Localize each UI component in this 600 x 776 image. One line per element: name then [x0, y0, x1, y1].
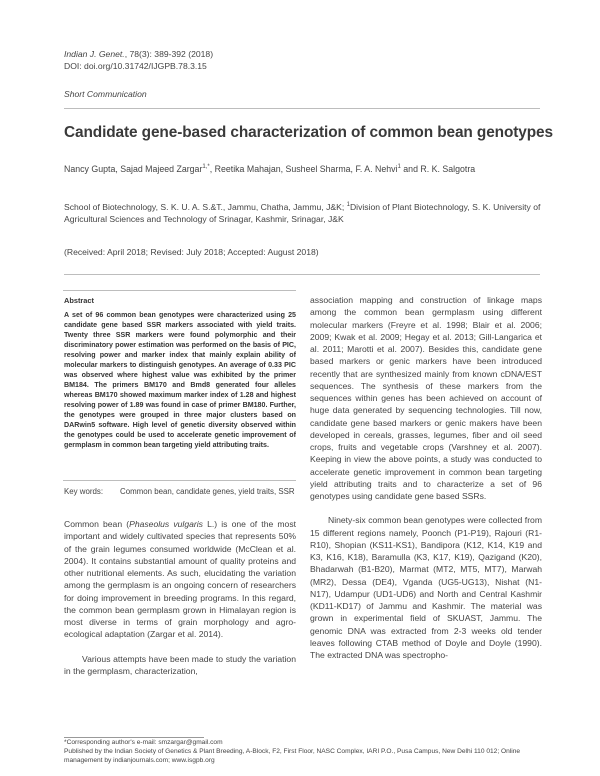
author-list-3: and R. K. Salgotra [400, 164, 476, 174]
doi: DOI: doi.org/10.31742/IJGPB.78.3.15 [64, 61, 207, 71]
keywords-text: Common bean, candidate genes, yield traits, SSR [120, 487, 295, 496]
para-text: Common bean ( [64, 519, 130, 529]
affiliation [64, 199, 542, 226]
page-title: Candidate gene-based characterization of common bean genotypes [64, 124, 553, 141]
paragraph [64, 518, 296, 641]
species-name: Phaseolus vulgaris [129, 519, 203, 529]
author-sup-2: 1 [397, 164, 401, 171]
paragraph: association mapping and construction of linkage maps among the common bean germplasm using different molecular markers (Freyre et al. 1998; Blair et al. 2006; 2009; Kwak et al. 2009; Hegay et al. 2013; Gill-Langarica et al. 2011; Marotti et al. 2007). Besides this, candidate gene based markers or genic markers have been introduced recently that are synthesized mainly from known cDNA/EST sequences. The synthesis of these markers from the sequences within genes has been achieved on account of huge data generated by sequencing technologies. Till now, candidate gene based markers or genic makers have been developed in cereals, grasses, legumes, fiber and oil seed crops, fruits and vegetable crops (Varshney et al. 2007). Keeping in view the above points, a study was conducted to accelerate genetic improvement in common bean targeting yield attributing traits and to characterize a set of 96 genotypes using candidate gene based SSRs. [310, 295, 542, 501]
received-dates: (Received: April 2018; Revised: July 2018; Accepted: August 2018) [64, 247, 319, 257]
journal-name: Indian J. Genet. [64, 49, 125, 59]
abstract-heading: Abstract [64, 296, 94, 305]
footnote [64, 738, 544, 766]
affiliation-sup: 1 [346, 202, 350, 208]
header-divider [64, 108, 540, 109]
publisher-note: Published by the Indian Society of Genetics & Plant Breeding, A-Block, F2, First Floor, NASC Complex, IARI P.O., Pusa Campus, New Delhi 110 012; Online management by indianjournals.com; www.isgpb.org [64, 748, 521, 765]
affiliation-part-2: Division of Plant Biotechnology, S. K. University of Agricultural Sciences and Technology of Srinagar, Kashmir, Srinagar, J&K [64, 201, 541, 225]
author-list-2: , Reetika Mahajan, Susheel Sharma, F. A. Nehvi [209, 164, 398, 174]
right-column [310, 294, 542, 661]
author-list-1: Nancy Gupta, Sajad Majeed Zargar [64, 164, 203, 174]
abstract-bottom-rule [63, 480, 296, 481]
journal-citation [64, 48, 213, 72]
para-text: L.) is one of the most important and widely cultivated species that represents 50% of the grain legumes consumed worldwide (McClean et al. 2004). It contains substantial amount of quality proteins and other nutritional elements. As such, elucidating the variation among the germplasm is an ongoing concern of researchers for doing improvement in breeding programs. In this regard, the common bean germplasm grown in Himalayan region is most diverse in terms of grain morphology and agro-ecological adaptation (Zargar et al. 2014). [64, 519, 296, 640]
authors [64, 164, 475, 174]
article-type: Short Communication [64, 89, 147, 99]
abstract-top-rule [63, 290, 296, 291]
abstract-text: A set of 96 common bean genotypes were characterized using 25 candidate gene based SSR markers associated with yield traits. Twenty three SSR markers were found polymorphic and their discriminatory power estimation was performed on the basis of PIC, resolving power and marker index that mainly explain ability of molecular markers to distinguish genotypes. An average of 0.33 PIC was observed where highest value was exhibited by the primer BM184. The primers BM170 and Bmd8 generated four alleles whereas BM170 showed maximum marker index of 1.28 and highest resolving power of 1.89 was found in case of primer BM180. Further, the genotypes were grouped in three major clusters based on DARwin5 software. High level of genetic diversity observed within the genotypes could be used to accelerate genetic improvement of germplasm in common bean targeting yield attributing traits. [64, 311, 296, 449]
keywords-label: Key words: [64, 487, 104, 496]
journal-volume: , 78(3): 389-392 (2018) [124, 49, 214, 59]
author-sup-1: 1,* [202, 164, 210, 171]
paragraph: Ninety-six common bean genotypes were collected from 15 different regions namely, Poonch (P1-P19), Rajouri (R1-R10), Shopian (KS11-KS1), Bandipora (K12, K14, K19 and K3, K16, K18), Baramulla (K3, K17, K19), Qazigand (K20), Bhadarwah (B1-B20), Marmat (MT2, MT5, MT7), Marwah (MR2), Dessa (DE4), Vganda (UG5-UG13), Nishat (N1-N17), Udampur (UD1-UD6) and North and Central Kashmir (KD11-KD17) of Jammu and Kashmir. The material was grown in experimental field of SKUAST, Jammu. The genomic DNA was extracted from 2-3 weeks old tender leaves following CTAB method of Doyle and Doyle (1990). The extracted DNA was spectropho- [310, 515, 542, 660]
paragraph: Various attempts have been made to study the variation in the germplasm, characterization, [64, 653, 296, 676]
corresponding-author: *Corresponding author's e-mail: smzargar@gmail.com [64, 739, 223, 746]
dates-divider [64, 274, 540, 275]
affiliation-part-1: School of Biotechnology, S. K. U. A. S.&T., Jammu, Chatha, Jammu, J&K; [64, 201, 347, 212]
left-column [64, 518, 296, 677]
